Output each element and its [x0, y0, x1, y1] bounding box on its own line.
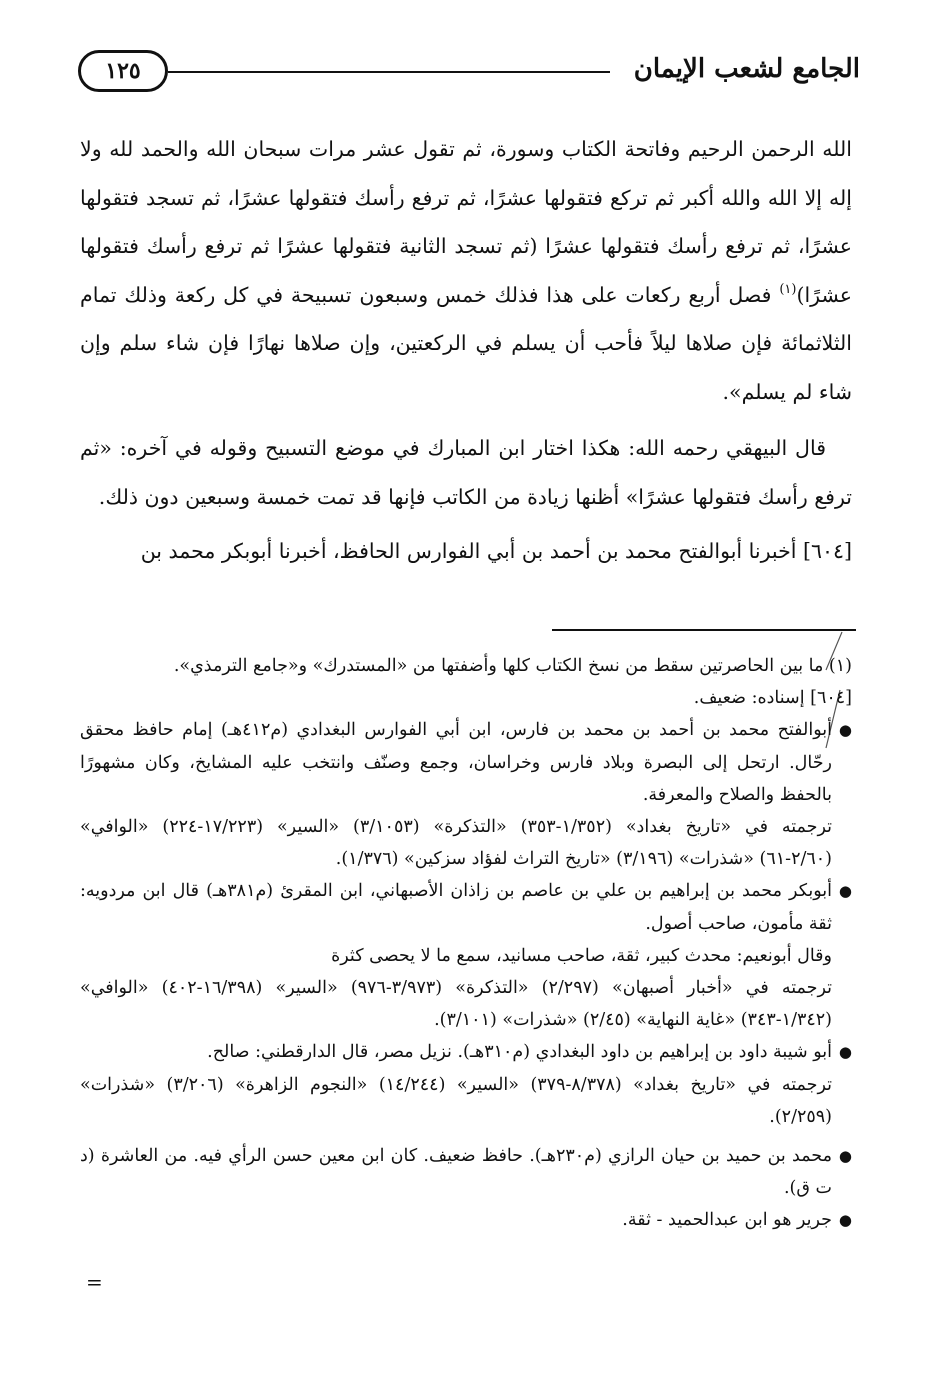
bullet-icon: ● — [838, 721, 852, 740]
narrator-abu-shayba-references: ترجمته في «تاريخ بغداد» (٨/٣٧٨-٣٧٩) «السير» (١٤/٢٤٤) «النجوم الزاهرة» (٣/٢٠٦) «شذرات» (٢/٢٥٩). — [80, 1074, 832, 1127]
footnote-1: (١) ما بين الحاصرتين سقط من نسخ الكتاب كلها وأضفتها من «المستدرك» و«جامع الترمذي». — [173, 656, 852, 676]
narrator-item — [80, 1140, 852, 1204]
narrator-muhammad-ibn-humayd: محمد بن حميد بن حيان الرازي (م٢٣٠هـ). حافظ ضعيف. كان ابن معين حسن الرأي فيه. من العاشرة (د ت ق). — [80, 1146, 832, 1199]
narrator-ibn-al-muqri-quote: وقال أبونعيم: محدث كبير، ثقة، صاحب مسانيد، سمع ما لا يحصى كثرة — [331, 945, 832, 966]
header-rule — [168, 71, 610, 73]
narrator-item — [80, 1036, 852, 1068]
narrator-abu-shayba: أبو شيبة داود بن إبراهيم بن داود البغدادي (م٣١٠هـ). نزيل مصر، قال الدارقطني: صالح. — [207, 1042, 832, 1063]
bullet-icon: ● — [838, 1211, 852, 1230]
paragraph-1-end: فصل أربع ركعات على هذا فذلك خمس وسبعون تسبيحة في كل ركعة وذلك تمام الثلاثمائة فإن صلاها ليلاً فأحب أن يسلم في الركعتين، وإن صلاها نهارًا فإن شاء سلم وإن شاء لم يسلم». — [80, 282, 852, 404]
bullet-icon: ● — [838, 1147, 852, 1166]
bullet-icon: ● — [838, 882, 852, 901]
narrator-ibn-al-muqri: أبوبكر محمد بن إبراهيم بن علي بن عاصم بن زاذان الأصبهاني، ابن المقرئ (م٣٨١هـ) قال ابن مردويه: ثقة مأمون، صاحب أصول. — [80, 881, 832, 934]
page-number: ١٢٥ — [78, 50, 168, 92]
main-text — [80, 125, 852, 576]
paragraph-bayhaqi-comment: قال البيهقي رحمه الله: هكذا اختار ابن المبارك في موضع التسبيح وقوله في آخره: «ثم ترفع رأسك فتقولها عشرًا» أظنها زيادة من الكاتب فإنها قد تمت خمسة وسبعين دون ذلك. — [80, 436, 852, 509]
page-header — [78, 50, 860, 98]
bullet-icon: ● — [838, 1043, 852, 1062]
continuation-mark: = — [86, 1270, 103, 1294]
narrator-abu-al-fath-references: ترجمته في «تاريخ بغداد» (١/٣٥٢-٣٥٣) «التذكرة» (٣/١٠٥٣) «السير» (١٧/٢٢٣-٢٢٤) «الوافي» (٢/٦٠-٦١) «شذرات» (٣/١٩٦) «تاريخ التراث لفؤاد سزكين» (١/٣٧٦). — [80, 817, 833, 870]
narrator-item — [80, 875, 852, 939]
narrator-jarir: جرير هو ابن عبدالحميد - ثقة. — [622, 1210, 832, 1231]
footnote-marker-1: (١) — [779, 281, 797, 297]
running-title: الجامع لشعب الإيمان — [633, 54, 860, 84]
narrator-ibn-al-muqri-references: ترجمته في «أخبار أصبهان» (٢/٢٩٧) «التذكرة» (٣/٩٧٣-٩٧٦) «السير» (١٦/٣٩٨-٤٠٢) «الوافي» (١/٣٤٢-٣٤٣) «غاية النهاية» (٢/٤٥) «شذرات» (٣/١٠١). — [80, 978, 833, 1031]
paragraph-tasbih-prayer — [80, 125, 852, 416]
footnotes — [80, 650, 852, 1237]
paragraph-1-start: الله الرحمن الرحيم وفاتحة الكتاب وسورة، ثم تقول عشر مرات سبحان الله والحمد لله ولا إله إلا الله والله أكبر ثم تركع فتقولها عشرًا، ثم ترفع رأسك فتقولها عشرًا، ثم تسجد فتقولها عشرًا، ثم ترفع رأسك فتقولها عشرًا (ثم تسجد الثانية فتقولها عشرًا ثم ترفع رأسك فتقولها عشرًا) — [80, 137, 852, 307]
footnote-separator — [552, 629, 856, 631]
paragraph-hadith-604: [٦٠٤] أخبرنا أبوالفتح محمد بن أحمد بن أبي الفوارس الحافظ، أخبرنا أبوبكر محمد بن — [140, 539, 852, 563]
footnote-isnad-grade: [٦٠٤] إسناده: ضعيف. — [693, 688, 852, 709]
narrator-item — [80, 1204, 852, 1236]
narrator-abu-al-fath: أبوالفتح محمد بن أحمد بن محمد بن فارس، ابن أبي الفوارس البغدادي (م٤١٢هـ) إمام حافظ محقق رحّال. ارتحل إلى البصرة وبلاد فارس وخراسان، وجمع وصنّف وانتخب عليه المشايخ، وكان مشهورًا بالحفظ والصلاح والمعرفة. — [80, 720, 832, 805]
narrator-item — [80, 714, 852, 811]
